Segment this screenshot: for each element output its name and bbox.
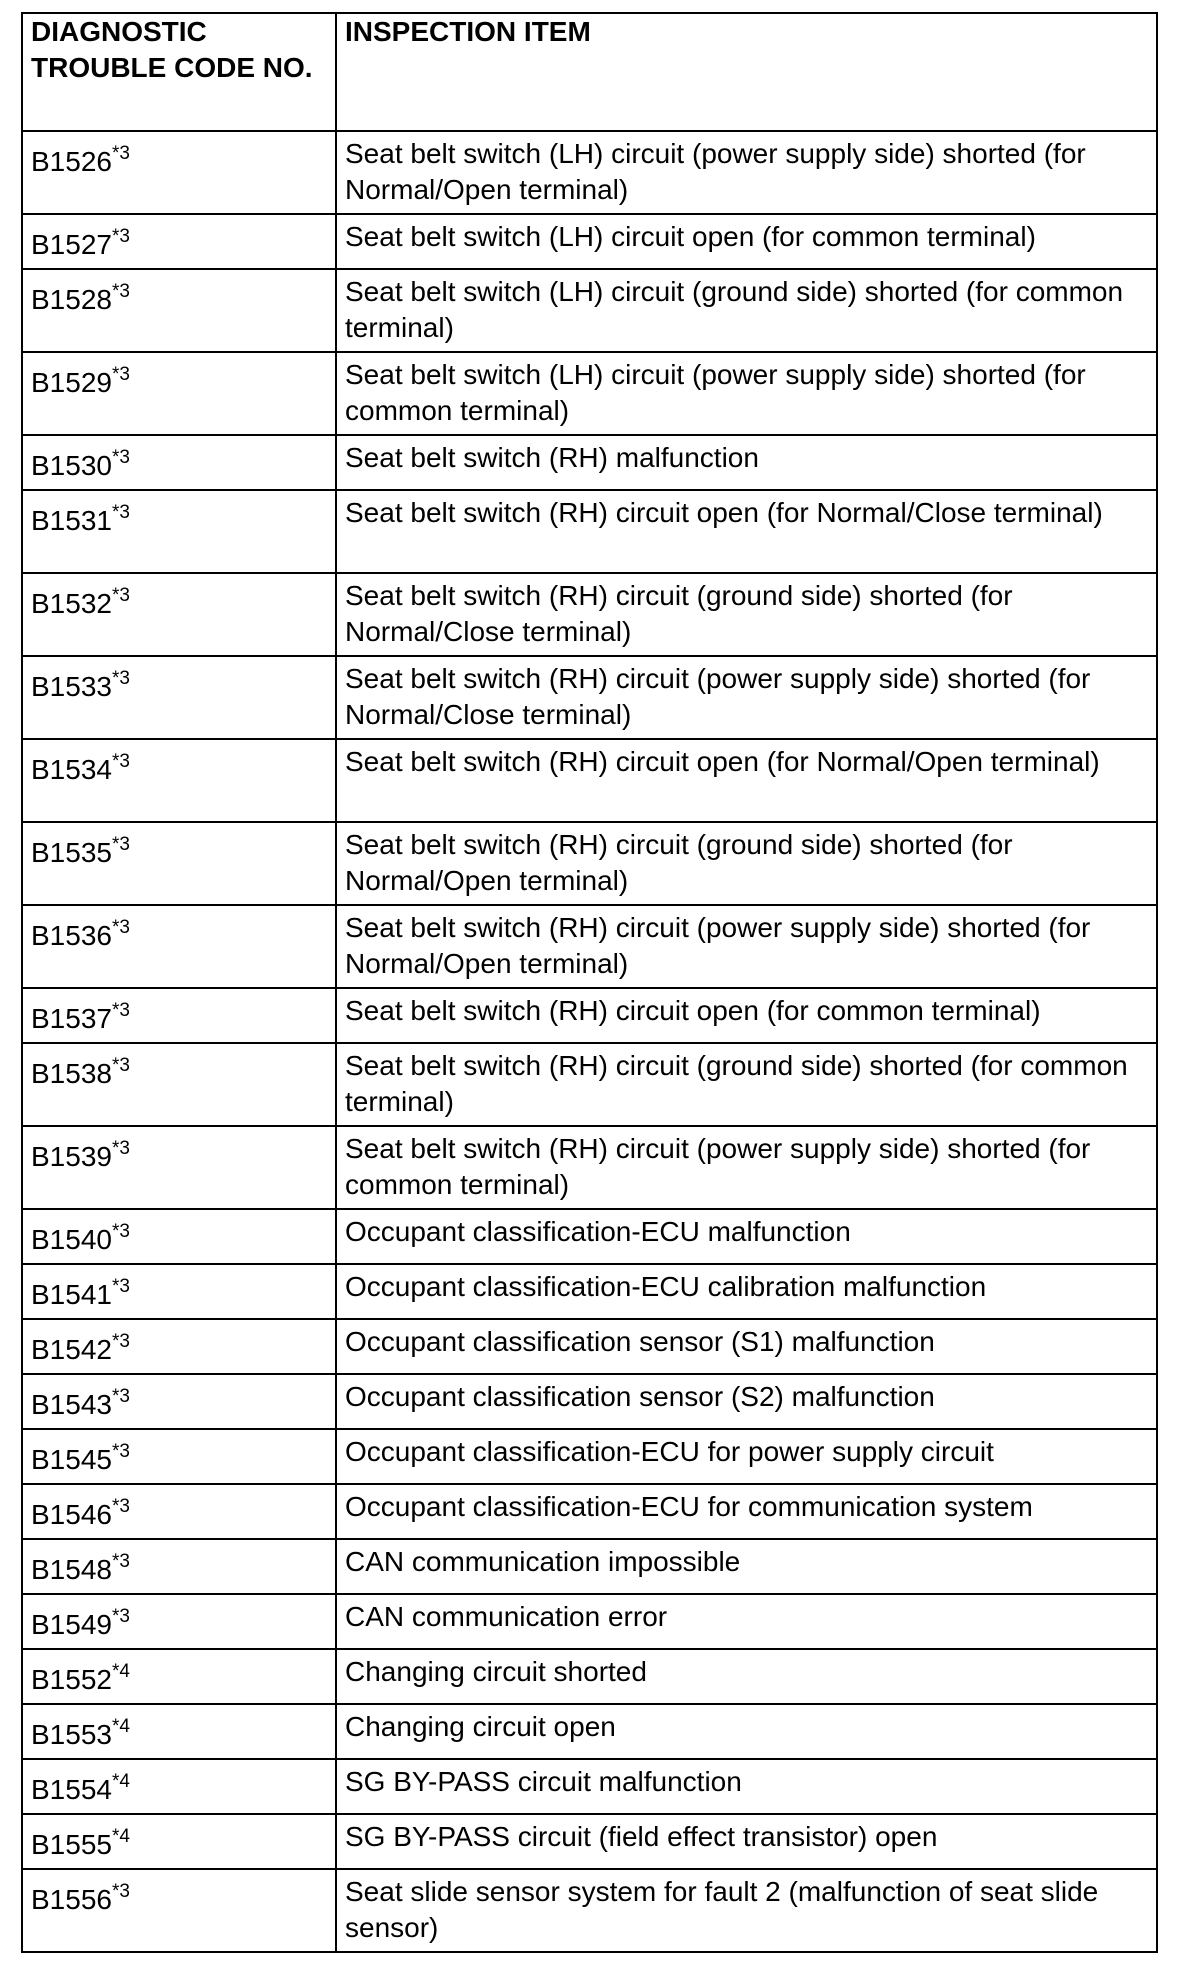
dtc-code-cell: [22, 269, 336, 352]
table-row: [22, 1043, 1157, 1126]
dtc-code-cell: [22, 352, 336, 435]
table-row: [22, 352, 1157, 435]
inspection-item-cell: Occupant classification-ECU for communication system: [336, 1484, 1157, 1539]
inspection-item-cell: Occupant classification sensor (S1) malfunction: [336, 1319, 1157, 1374]
dtc-code-cell: [22, 1869, 336, 1952]
dtc-code-cell: [22, 1429, 336, 1484]
inspection-item-cell: Seat belt switch (RH) circuit (ground side) shorted (for common terminal): [336, 1043, 1157, 1126]
table-body: [22, 131, 1157, 1952]
table-row: [22, 1374, 1157, 1429]
dtc-code: B1533: [31, 671, 112, 702]
inspection-item-cell: Seat belt switch (RH) circuit (power supply side) shorted (for Normal/Close terminal): [336, 656, 1157, 739]
footnote-marker: *3: [111, 1495, 130, 1517]
inspection-item-cell: Seat slide sensor system for fault 2 (malfunction of seat slide sensor): [336, 1869, 1157, 1952]
dtc-code-cell: [22, 1043, 336, 1126]
inspection-item-cell: Seat belt switch (LH) circuit (power supply side) shorted (for common terminal): [336, 352, 1157, 435]
header-code: DIAGNOSTIC TROUBLE CODE NO.: [22, 13, 336, 131]
footnote-marker: *3: [111, 833, 130, 855]
table-row: [22, 739, 1157, 822]
dtc-code: B1542: [31, 1334, 112, 1365]
dtc-code: B1538: [31, 1058, 112, 1089]
dtc-code-cell: [22, 1126, 336, 1209]
inspection-item-cell: SG BY-PASS circuit malfunction: [336, 1759, 1157, 1814]
dtc-code-cell: [22, 490, 336, 573]
inspection-item-cell: Seat belt switch (RH) malfunction: [336, 435, 1157, 490]
table-row: [22, 1209, 1157, 1264]
dtc-code-cell: [22, 1594, 336, 1649]
footnote-marker: *3: [111, 1385, 130, 1407]
table-row: [22, 822, 1157, 905]
dtc-code: B1540: [31, 1224, 112, 1255]
footnote-marker: *4: [111, 1770, 130, 1792]
table-row: [22, 1649, 1157, 1704]
dtc-code-cell: [22, 1539, 336, 1594]
inspection-item-cell: Seat belt switch (RH) circuit (power supply side) shorted (for common terminal): [336, 1126, 1157, 1209]
table-row: [22, 1429, 1157, 1484]
inspection-item-cell: Seat belt switch (LH) circuit open (for common terminal): [336, 214, 1157, 269]
footnote-marker: *3: [111, 1605, 130, 1627]
dtc-code-cell: [22, 1704, 336, 1759]
dtc-code: B1536: [31, 920, 112, 951]
footnote-marker: *3: [111, 1220, 130, 1242]
footnote-marker: *3: [111, 667, 130, 689]
table-row: [22, 656, 1157, 739]
inspection-item-cell: Seat belt switch (RH) circuit open (for common terminal): [336, 988, 1157, 1043]
table-row: [22, 131, 1157, 214]
table-row: [22, 1759, 1157, 1814]
dtc-code: B1541: [31, 1279, 112, 1310]
dtc-code: B1526: [31, 146, 112, 177]
table-row: [22, 1704, 1157, 1759]
dtc-code-cell: [22, 739, 336, 822]
table-row: [22, 573, 1157, 656]
dtc-code-cell: [22, 214, 336, 269]
inspection-item-cell: CAN communication error: [336, 1594, 1157, 1649]
dtc-code: B1545: [31, 1444, 112, 1475]
dtc-code-cell: [22, 1484, 336, 1539]
inspection-item-cell: SG BY-PASS circuit (field effect transistor) open: [336, 1814, 1157, 1869]
dtc-code: B1555: [31, 1829, 112, 1860]
dtc-code-cell: [22, 1759, 336, 1814]
footnote-marker: *3: [111, 999, 130, 1021]
dtc-code: B1539: [31, 1141, 112, 1172]
footnote-marker: *3: [111, 142, 130, 164]
dtc-code: B1532: [31, 588, 112, 619]
header-inspection-item: INSPECTION ITEM: [336, 13, 1157, 131]
table-row: [22, 1264, 1157, 1319]
table-row: [22, 988, 1157, 1043]
table-row: [22, 214, 1157, 269]
dtc-code-cell: [22, 656, 336, 739]
table-row: [22, 1814, 1157, 1869]
dtc-table: [21, 12, 1158, 1953]
inspection-item-cell: CAN communication impossible: [336, 1539, 1157, 1594]
footnote-marker: *3: [111, 1550, 130, 1572]
footnote-marker: *3: [111, 501, 130, 523]
inspection-item-cell: Changing circuit open: [336, 1704, 1157, 1759]
footnote-marker: *3: [111, 1880, 130, 1902]
footnote-marker: *3: [111, 1330, 130, 1352]
footnote-marker: *4: [111, 1825, 130, 1847]
inspection-item-cell: Seat belt switch (RH) circuit open (for Normal/Open terminal): [336, 739, 1157, 822]
dtc-code: B1552: [31, 1664, 112, 1695]
inspection-item-cell: Occupant classification-ECU for power supply circuit: [336, 1429, 1157, 1484]
dtc-code: B1530: [31, 450, 112, 481]
table-row: [22, 905, 1157, 988]
dtc-code-cell: [22, 1264, 336, 1319]
dtc-code: B1537: [31, 1003, 112, 1034]
footnote-marker: *3: [111, 363, 130, 385]
dtc-code: B1553: [31, 1719, 112, 1750]
dtc-code: B1556: [31, 1884, 112, 1915]
dtc-code: B1549: [31, 1609, 112, 1640]
dtc-code-cell: [22, 905, 336, 988]
dtc-code: B1527: [31, 229, 112, 260]
footnote-marker: *4: [111, 1715, 130, 1737]
inspection-item-cell: Occupant classification sensor (S2) malfunction: [336, 1374, 1157, 1429]
inspection-item-cell: Seat belt switch (LH) circuit (ground side) shorted (for common terminal): [336, 269, 1157, 352]
inspection-item-cell: Seat belt switch (RH) circuit open (for Normal/Close terminal): [336, 490, 1157, 573]
footnote-marker: *3: [111, 750, 130, 772]
table-row: [22, 1594, 1157, 1649]
dtc-code-cell: [22, 822, 336, 905]
inspection-item-cell: Changing circuit shorted: [336, 1649, 1157, 1704]
footnote-marker: *3: [111, 280, 130, 302]
dtc-code-cell: [22, 988, 336, 1043]
table-row: [22, 1126, 1157, 1209]
table-row: [22, 490, 1157, 573]
table-row: [22, 1869, 1157, 1952]
inspection-item-cell: Seat belt switch (RH) circuit (ground side) shorted (for Normal/Close terminal): [336, 573, 1157, 656]
footnote-marker: *4: [111, 1660, 130, 1682]
dtc-code: B1548: [31, 1554, 112, 1585]
table-header-row: [22, 13, 1157, 131]
dtc-code-cell: [22, 1649, 336, 1704]
dtc-code: B1534: [31, 754, 112, 785]
dtc-code: B1543: [31, 1389, 112, 1420]
inspection-item-cell: Seat belt switch (RH) circuit (power supply side) shorted (for Normal/Open terminal): [336, 905, 1157, 988]
table-row: [22, 1319, 1157, 1374]
dtc-code-cell: [22, 573, 336, 656]
footnote-marker: *3: [111, 1137, 130, 1159]
inspection-item-cell: Occupant classification-ECU malfunction: [336, 1209, 1157, 1264]
footnote-marker: *3: [111, 1275, 130, 1297]
dtc-code: B1528: [31, 284, 112, 315]
footnote-marker: *3: [111, 916, 130, 938]
inspection-item-cell: Occupant classification-ECU calibration malfunction: [336, 1264, 1157, 1319]
dtc-code-cell: [22, 1209, 336, 1264]
footnote-marker: *3: [111, 446, 130, 468]
dtc-code: B1535: [31, 837, 112, 868]
table-row: [22, 1539, 1157, 1594]
dtc-code-cell: [22, 1374, 336, 1429]
dtc-code-cell: [22, 1319, 336, 1374]
dtc-code: B1546: [31, 1499, 112, 1530]
dtc-code-cell: [22, 435, 336, 490]
footnote-marker: *3: [111, 1440, 130, 1462]
dtc-code-cell: [22, 131, 336, 214]
table-row: [22, 269, 1157, 352]
dtc-code: B1529: [31, 367, 112, 398]
inspection-item-cell: Seat belt switch (LH) circuit (power supply side) shorted (for Normal/Open terminal): [336, 131, 1157, 214]
dtc-code: B1554: [31, 1774, 112, 1805]
table-row: [22, 1484, 1157, 1539]
inspection-item-cell: Seat belt switch (RH) circuit (ground side) shorted (for Normal/Open terminal): [336, 822, 1157, 905]
footnote-marker: *3: [111, 584, 130, 606]
footnote-marker: *3: [111, 1054, 130, 1076]
footnote-marker: *3: [111, 225, 130, 247]
dtc-code: B1531: [31, 505, 112, 536]
dtc-code-cell: [22, 1814, 336, 1869]
table-row: [22, 435, 1157, 490]
